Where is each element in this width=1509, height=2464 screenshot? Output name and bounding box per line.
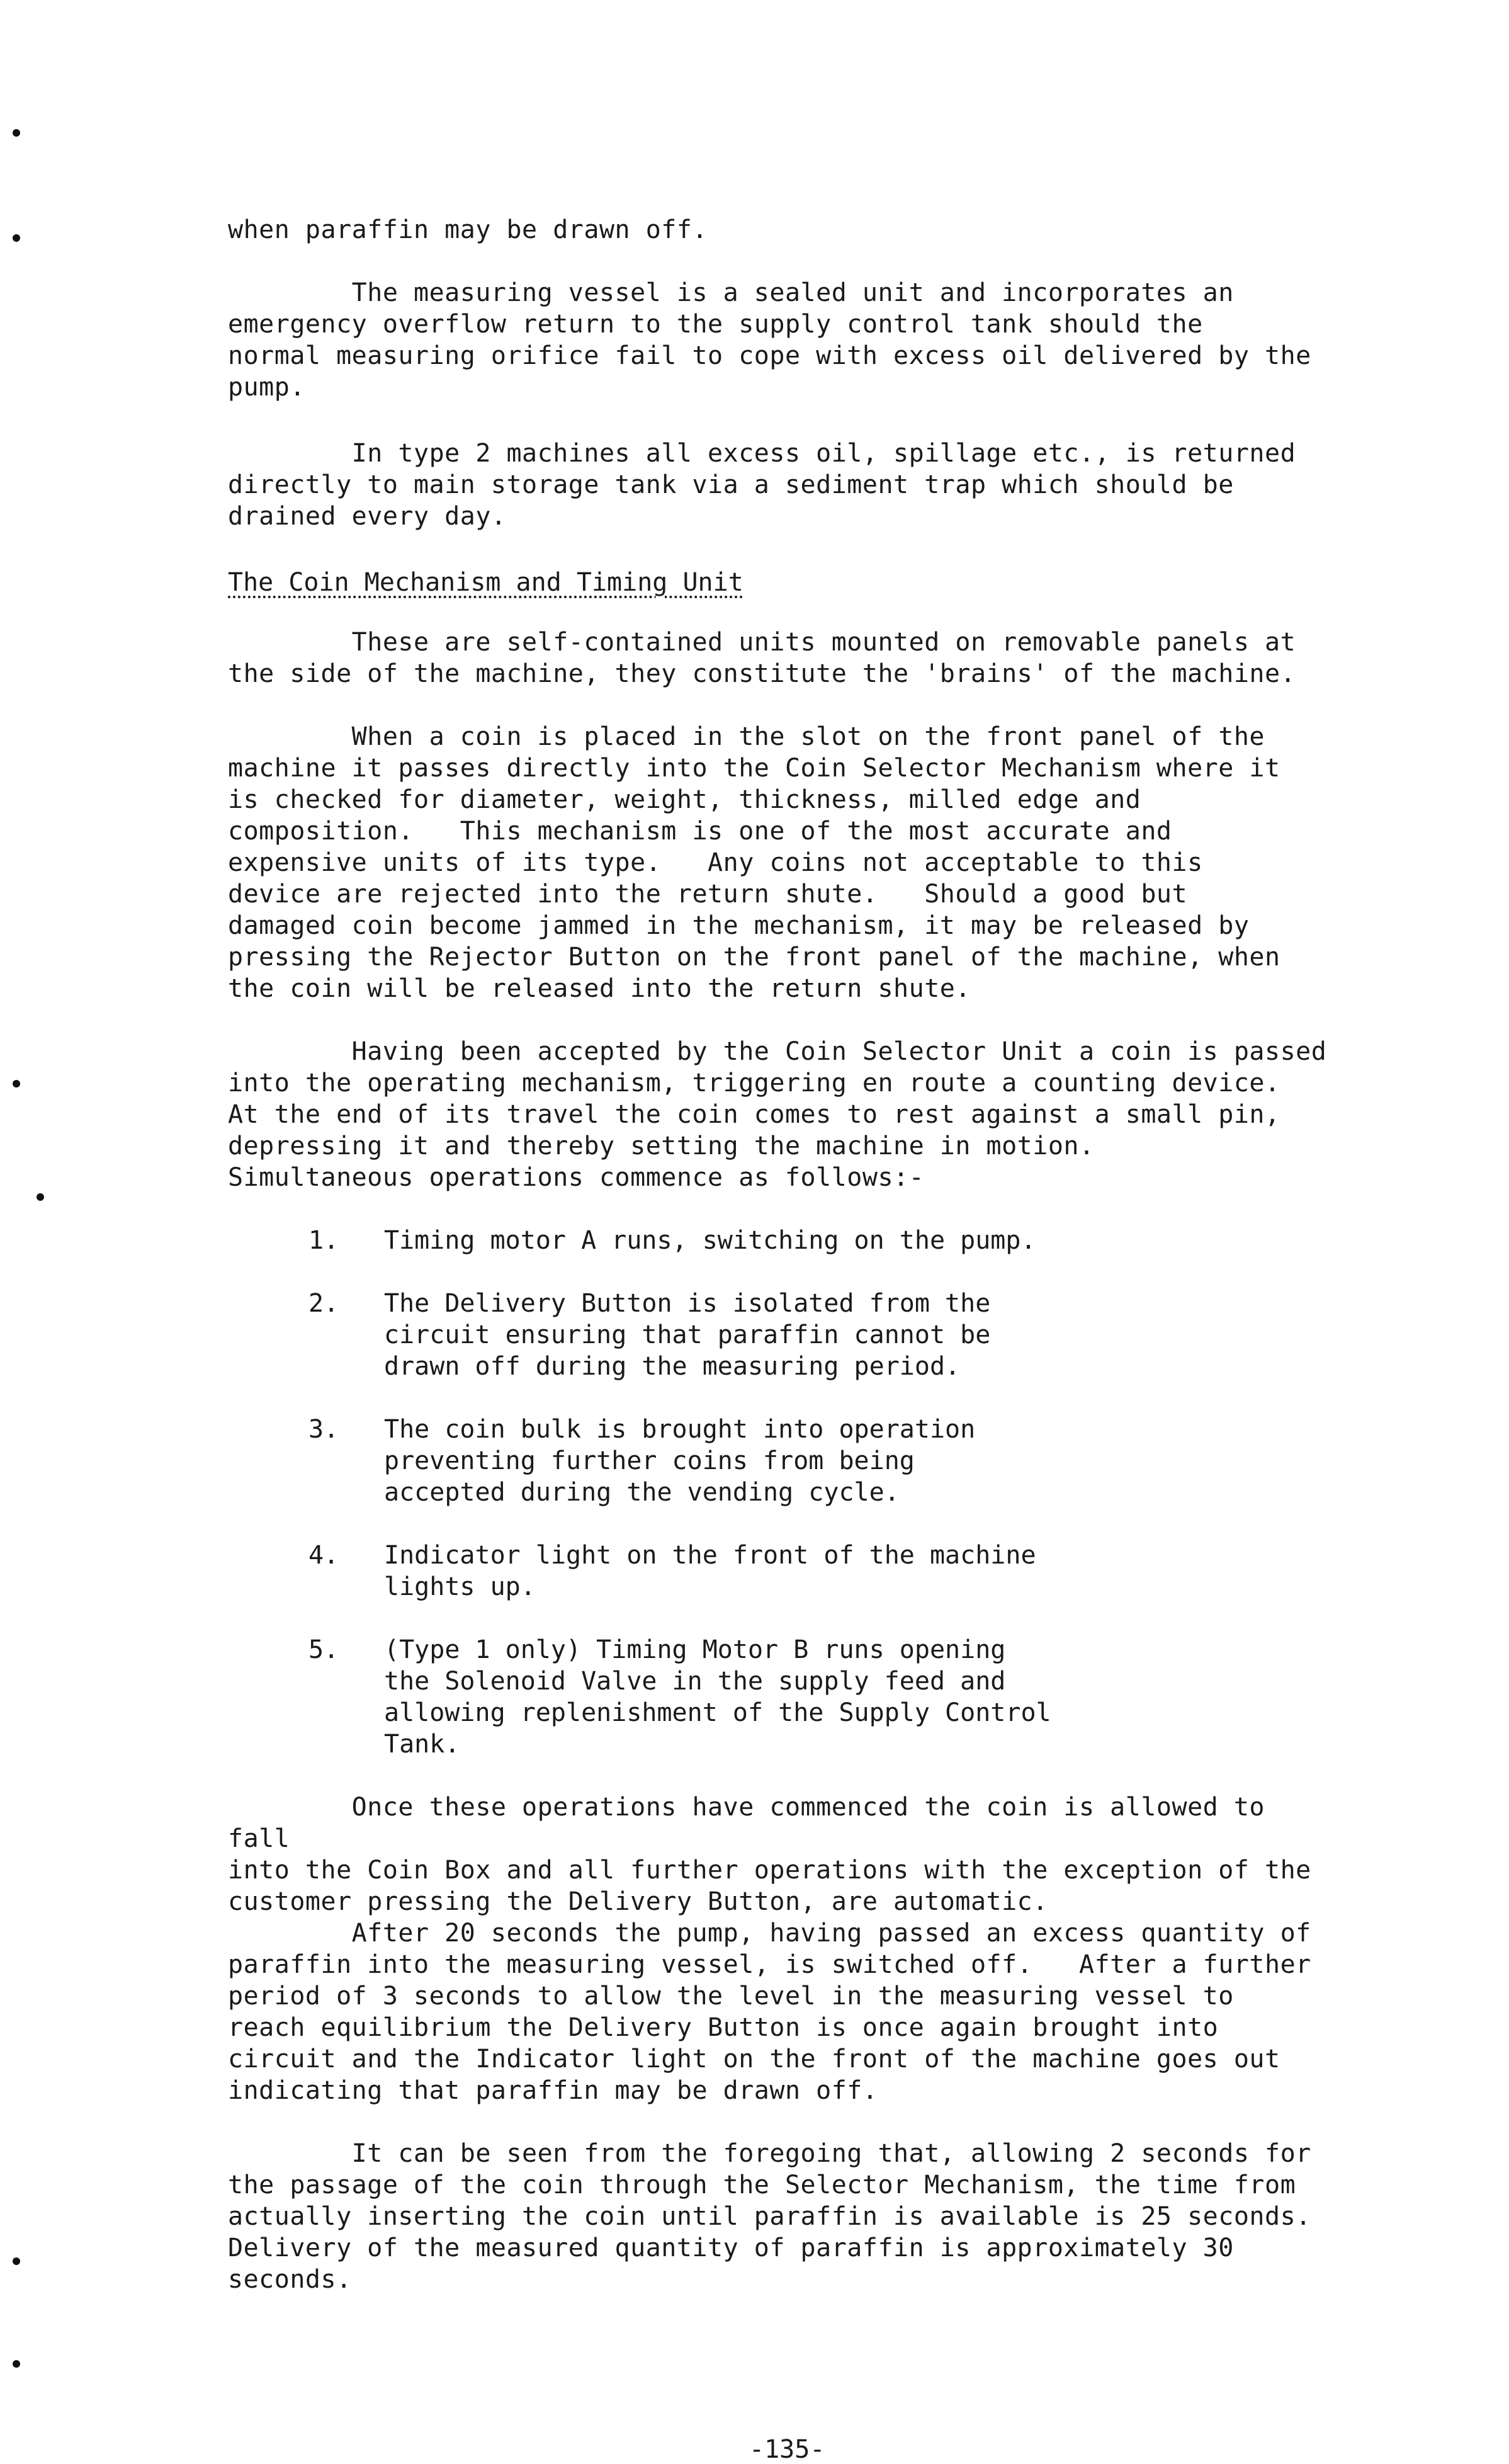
paragraph-coin-selector: When a coin is placed in the slot on the front panel of the machine it passes directly into the Coin Selector Mechanism where it is checked for diameter, weight, thickness, milled edge and composition. This mechanism is one of the most accurate and expensive units of its type. Any coins not acceptable to this device are rejected into the return shute. Should a good but damaged coin become jammed in the mechanism, it may be released by pressing the Rejector Button on the front panel of the machine, when the coin will be released into the return shute. bbox=[228, 722, 1280, 1003]
list-text: (Type 1 only) Timing Motor B runs opening the Solenoid Valve in the supply feed and allowing replenishment of the Supply Control Tank. bbox=[384, 1635, 1051, 1759]
list-text: Indicator light on the front of the machine lights up. bbox=[384, 1541, 1036, 1601]
section-heading: The Coin Mechanism and Timing Unit bbox=[228, 568, 743, 597]
list-text: The Delivery Button is isolated from the circuit ensuring that paraffin cannot be drawn off during the measuring period. bbox=[384, 1289, 991, 1381]
punch-hole-mark bbox=[13, 1080, 20, 1087]
paragraph-coin-box: Once these operations have commenced the coin is allowed to fall into the Coin Box and all further operations with the exception of the customer pressing the Delivery Button, are automatic. bbox=[228, 1793, 1311, 1916]
list-text: The coin bulk is brought into operation preventing further coins from being accepted during the vending cycle. bbox=[384, 1415, 976, 1507]
list-number: 2. bbox=[308, 1289, 339, 1318]
punch-hole-mark bbox=[13, 2360, 20, 2368]
paragraph-type-2-machines: In type 2 machines all excess oil, spillage etc., is returned directly to main storage tank via a sediment trap which should be drained every day. bbox=[228, 439, 1296, 531]
punch-hole-mark bbox=[37, 1193, 44, 1201]
page-number: -135- bbox=[749, 2435, 825, 2464]
paragraph-continuation: when paraffin may be drawn off. bbox=[228, 215, 708, 244]
list-number: 1. bbox=[308, 1226, 339, 1255]
list-number: 4. bbox=[308, 1541, 339, 1570]
punch-hole-mark bbox=[13, 2257, 20, 2265]
paragraph-delivery-time: It can be seen from the foregoing that, allowing 2 seconds for the passage of the coin through the Selector Mechanism, the time from actually inserting the coin until paraffin is available is 25 seconds. Delivery of the measured quantity of paraffin is approximately 30 seconds. bbox=[228, 2139, 1311, 2294]
punch-hole-mark bbox=[13, 234, 20, 242]
paragraph-measuring-vessel: The measuring vessel is a sealed unit and incorporates an emergency overflow return to the supply control tank should the normal measuring orifice fail to cope with excess oil delivered by the pump. bbox=[228, 278, 1311, 402]
list-number: 3. bbox=[308, 1415, 339, 1444]
paragraph-operating-mechanism: Having been accepted by the Coin Selector Unit a coin is passed into the operating mechanism, triggering en route a counting device. At the end of its travel the coin comes to rest against a small pin, depressing it and thereby setting the machine in motion. Simultaneous operations commence as follows:- bbox=[228, 1037, 1327, 1192]
punch-hole-mark bbox=[13, 129, 20, 137]
list-number: 5. bbox=[308, 1635, 339, 1664]
list-text: Timing motor A runs, switching on the pump. bbox=[384, 1226, 1036, 1255]
paragraph-self-contained-units: These are self-contained units mounted on removable panels at the side of the machine, they constitute the 'brains' of the machine. bbox=[228, 628, 1296, 688]
paragraph-pump-timing: After 20 seconds the pump, having passed an excess quantity of paraffin into the measuring vessel, is switched off. After a further period of 3 seconds to allow the level in the measuring vessel to reach equilibrium the Delivery Button is once again brought into circuit and the Indicator light on the front of the machine goes out indicating that paraffin may be drawn off. bbox=[228, 1919, 1311, 2105]
